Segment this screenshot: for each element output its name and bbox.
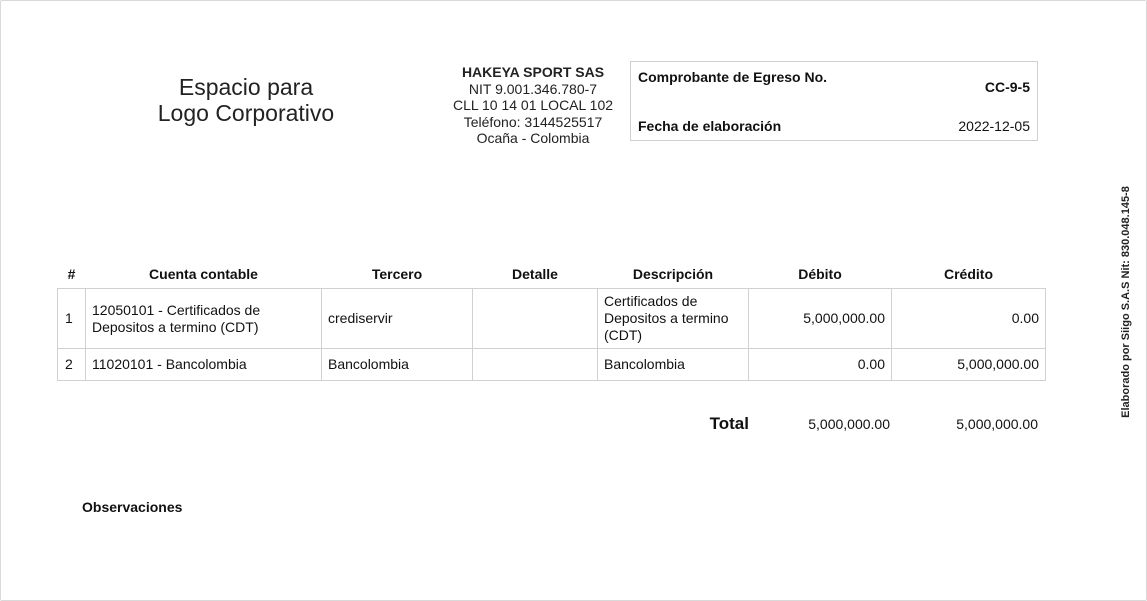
voucher-info-box <box>630 61 1038 141</box>
col-header-third-party: Tercero <box>371 265 423 282</box>
row-credit: 0.00 <box>892 289 1046 349</box>
col-header-description: Descripción <box>632 265 714 282</box>
total-label: Total <box>709 414 749 433</box>
row-index: 2 <box>58 349 86 381</box>
row-debit: 0.00 <box>749 349 892 381</box>
row-detail <box>473 349 598 381</box>
voucher-number: CC-9-5 <box>984 79 1030 95</box>
logo-placeholder-line2: Logo Corporativo <box>157 100 335 126</box>
company-phone: Teléfono: 3144525517 <box>463 113 603 130</box>
company-address: CLL 10 14 01 LOCAL 102 <box>452 97 614 113</box>
company-info <box>433 64 633 147</box>
company-name: HAKEYA SPORT SAS <box>461 64 605 80</box>
company-nit: NIT 9.001.346.780-7 <box>468 80 598 97</box>
col-header-detail: Detalle <box>512 265 558 282</box>
col-header-account: Cuenta contable <box>149 265 258 282</box>
logo-placeholder <box>131 74 361 126</box>
col-header-debit: Débito <box>798 265 842 282</box>
software-credit: Elaborado por Siigo S.A.S Nit: 830.048.145-8 <box>1120 186 1132 418</box>
row-description: Bancolombia <box>598 349 749 381</box>
row-index: 1 <box>58 289 86 349</box>
row-account: 11020101 - Bancolombia <box>86 349 322 381</box>
total-credit: 5,000,000.00 <box>956 416 1038 432</box>
row-debit: 5,000,000.00 <box>749 289 892 349</box>
row-third-party: crediservir <box>322 289 473 349</box>
voucher-date: 2022-12-05 <box>958 118 1030 134</box>
col-header-index: # <box>67 265 76 282</box>
table-header-row <box>58 259 1046 289</box>
company-city: Ocaña - Colombia <box>476 130 590 146</box>
row-description: Certificados de Depositos a termino (CDT) <box>598 289 749 349</box>
voucher-label: Comprobante de Egreso No. <box>638 69 828 85</box>
row-third-party: Bancolombia <box>322 349 473 381</box>
col-header-credit: Crédito <box>944 265 993 282</box>
observations-label: Observaciones <box>82 499 183 515</box>
row-credit: 5,000,000.00 <box>892 349 1046 381</box>
total-debit: 5,000,000.00 <box>808 416 890 432</box>
row-account: 12050101 - Certificados de Depositos a termino (CDT) <box>86 289 322 349</box>
logo-placeholder-line1: Espacio para <box>178 74 314 100</box>
date-label: Fecha de elaboración <box>638 118 782 134</box>
table-row <box>58 289 1046 349</box>
row-detail <box>473 289 598 349</box>
table-row <box>58 349 1046 381</box>
accounting-entries-table <box>57 259 1046 381</box>
